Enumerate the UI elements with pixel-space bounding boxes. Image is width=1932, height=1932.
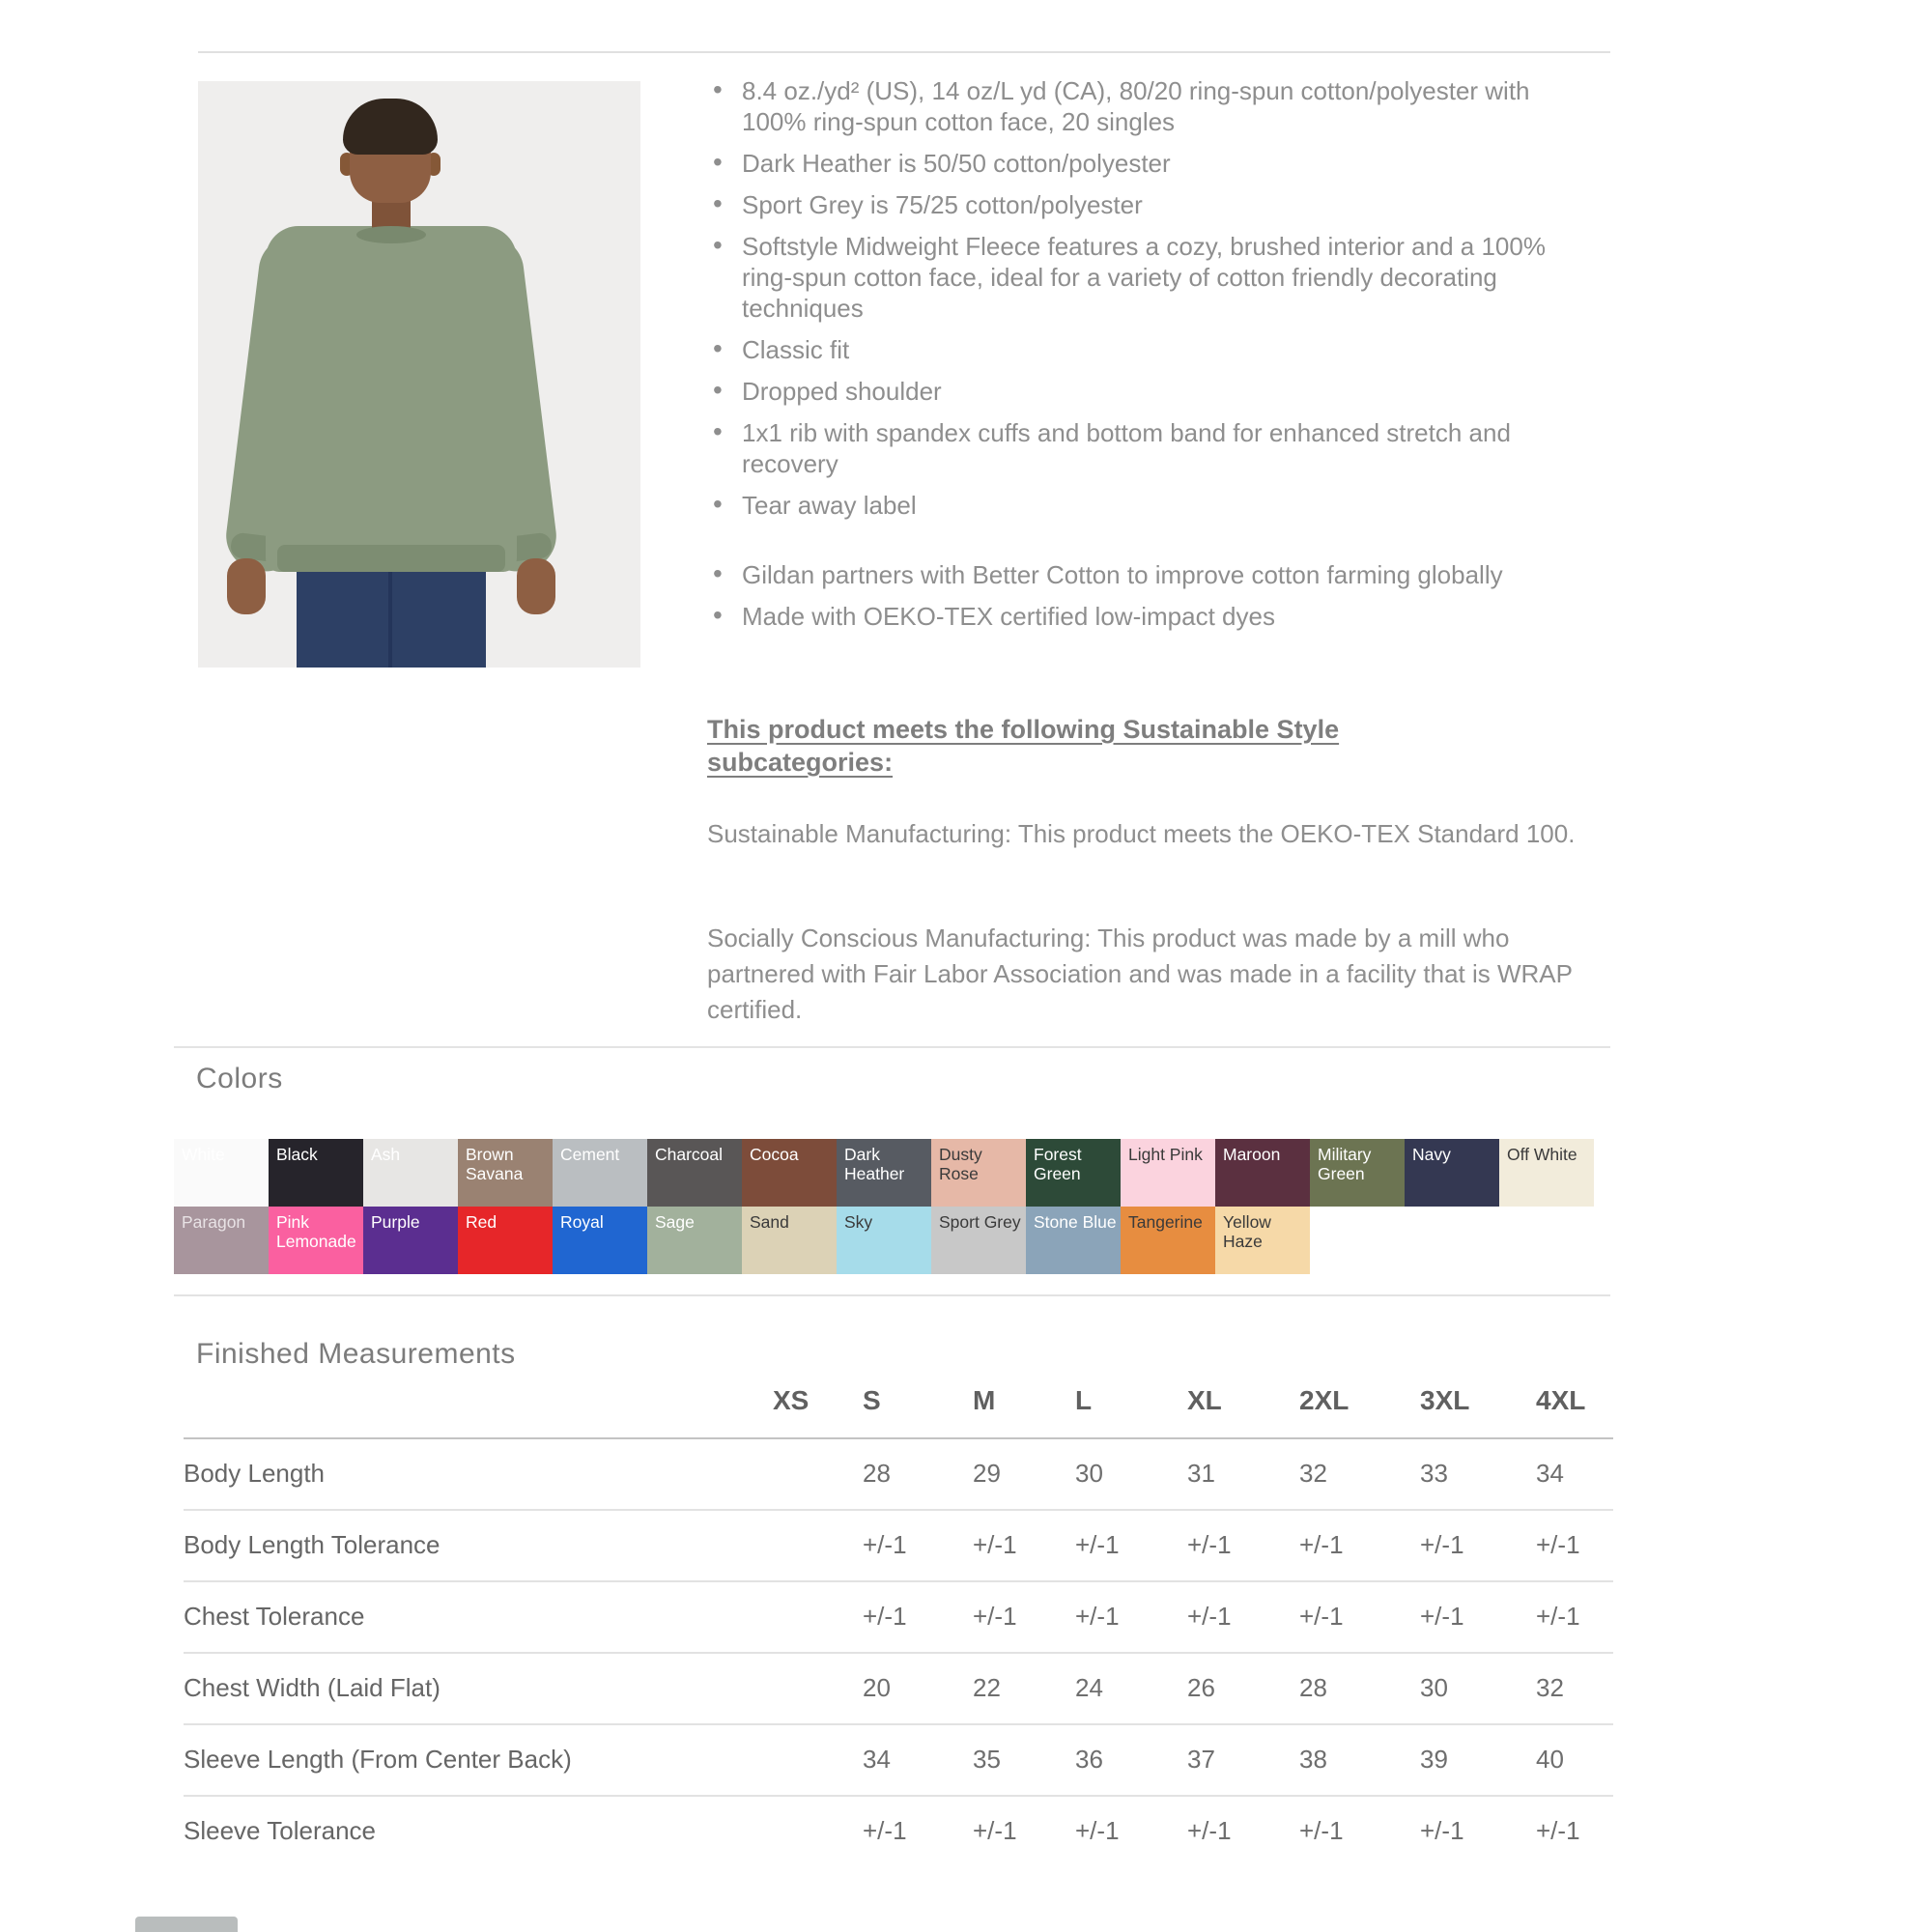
measurement-value: +/-1 [1536,1581,1613,1653]
measurement-value [773,1510,863,1581]
measurement-value: +/-1 [973,1816,1017,1845]
measurement-label: Body Length [184,1438,773,1510]
measurement-value: 36 [1075,1724,1187,1796]
measurement-value: +/-1 [1536,1816,1580,1845]
measurement-value: 38 [1299,1724,1420,1796]
measurement-value: +/-1 [973,1581,1075,1653]
feature-item: • Sport Grey is 75/25 cotton/polyester [707,189,1581,220]
color-swatch-maroon[interactable]: Maroon [1215,1139,1310,1207]
measurement-value: +/-1 [1299,1510,1420,1581]
color-swatch-royal[interactable]: Royal [553,1207,647,1274]
measurement-value: +/-1 [863,1581,973,1653]
measurement-row-body-length [184,1438,1613,1510]
color-swatch-purple[interactable]: Purple [363,1207,458,1274]
feature-item: • Dark Heather is 50/50 cotton/polyester [707,148,1581,179]
measurement-value: +/-1 [1187,1816,1232,1845]
measurement-value: +/-1 [1075,1510,1187,1581]
color-swatch-white[interactable]: White [174,1139,269,1207]
measurement-label: Chest Width (Laid Flat) [184,1653,773,1724]
color-swatch-dark-heather[interactable]: Dark Heather [837,1139,931,1207]
eco-feature-item: • Gildan partners with Better Cotton to improve cotton farming globally [707,559,1581,590]
measurement-value [773,1438,863,1510]
model-hair [343,99,438,155]
color-swatch-off-white[interactable]: Off White [1499,1139,1594,1207]
feature-item: • 1x1 rib with spandex cuffs and bottom band for enhanced stretch and recovery [707,417,1581,479]
measurement-value [773,1724,863,1796]
socially-conscious-manufacturing-text: Socially Conscious Manufacturing: This product was made by a mill who partnered with Fair Labor Association and was made in a facility that is WRAP certified. [707,923,1573,1024]
measurement-value: 20 [863,1653,973,1724]
measurement-value: +/-1 [1187,1581,1299,1653]
measurement-value: 32 [1299,1438,1420,1510]
measurement-value: 22 [973,1653,1075,1724]
color-swatch-ash[interactable]: Ash [363,1139,458,1207]
color-swatch-sky[interactable]: Sky [837,1207,931,1274]
size-column-header-2xl: 2XL [1299,1379,1420,1438]
measurements-section-title: Finished Measurements [196,1338,516,1370]
color-swatch-yellow-haze[interactable]: Yellow Haze [1215,1207,1310,1274]
color-swatch-pink-lemonade[interactable]: Pink Lemonade [269,1207,363,1274]
measurement-value: 24 [1075,1653,1187,1724]
color-swatch-light-pink[interactable]: Light Pink [1121,1139,1215,1207]
measurement-value: +/-1 [1420,1510,1536,1581]
measurement-value: +/-1 [1187,1510,1299,1581]
measurement-value: 39 [1420,1724,1536,1796]
sweatshirt-torso [266,226,517,572]
size-column-header-m: M [973,1379,1075,1438]
measurements-section-divider [174,1294,1610,1296]
measurement-row-chest-tolerance [184,1581,1613,1653]
measurement-value: 28 [1299,1653,1420,1724]
size-column-header-xs: XS [773,1379,863,1438]
measurement-row-sleeve-length-from-center-back- [184,1724,1613,1796]
measurement-value: +/-1 [1075,1581,1187,1653]
measurement-value: 30 [1075,1438,1187,1510]
color-swatch-grid [174,1139,1594,1274]
feature-item: • Dropped shoulder [707,376,1581,407]
measurement-value: +/-1 [863,1510,973,1581]
sweatshirt-collar [356,226,426,243]
swatch-row-1 [174,1139,1594,1207]
top-divider [198,51,1610,53]
measurement-row-chest-width-laid-flat- [184,1653,1613,1724]
sustainable-style-heading: This product meets the following Sustainable Style subcategories: [707,715,1340,777]
size-column-header-l: L [1075,1379,1187,1438]
measurement-value: 33 [1420,1438,1536,1510]
sustainable-manufacturing-text: Sustainable Manufacturing: This product meets the OEKO-TEX Standard 100. [707,819,1576,848]
color-swatch-brown-savana[interactable]: Brown Savana [458,1139,553,1207]
measurement-value: 34 [863,1724,973,1796]
color-swatch-stone-blue[interactable]: Stone Blue [1026,1207,1121,1274]
measurements-label-column-header [184,1379,773,1438]
left-hand [227,558,266,614]
colors-section-divider [174,1046,1610,1048]
measurement-value: 35 [973,1724,1075,1796]
measurement-label: Sleeve Tolerance [184,1816,376,1845]
measurement-row-body-length-tolerance [184,1510,1613,1581]
size-column-header-4xl: 4XL [1536,1379,1613,1438]
color-swatch-military-green[interactable]: Military Green [1310,1139,1405,1207]
color-swatch-paragon[interactable]: Paragon [174,1207,269,1274]
measurement-label: Sleeve Length (From Center Back) [184,1724,773,1796]
measurement-value: +/-1 [1536,1510,1613,1581]
size-column-header-xl: XL [1187,1379,1299,1438]
product-image[interactable] [198,81,640,668]
measurement-value: 26 [1187,1653,1299,1724]
measurement-value: 32 [1536,1653,1613,1724]
jeans-seam [388,570,392,668]
measurement-value: +/-1 [973,1510,1075,1581]
color-swatch-cement[interactable]: Cement [553,1139,647,1207]
measurement-value [773,1653,863,1724]
measurement-row-sleeve-tolerance [184,1796,1613,1866]
colors-section-title: Colors [196,1063,283,1094]
color-swatch-black[interactable]: Black [269,1139,363,1207]
color-swatch-sand[interactable]: Sand [742,1207,837,1274]
measurement-label: Chest Tolerance [184,1581,773,1653]
feature-item: • Classic fit [707,334,1581,365]
measurement-value: +/-1 [1299,1581,1420,1653]
partial-bottom-element[interactable] [135,1917,238,1932]
sweatshirt-hem [277,545,505,572]
color-swatch-sport-grey[interactable]: Sport Grey [931,1207,1026,1274]
measurement-value: +/-1 [863,1816,907,1845]
measurement-value: 28 [863,1438,973,1510]
color-swatch-red[interactable]: Red [458,1207,553,1274]
eco-feature-item: • Made with OEKO-TEX certified low-impact dyes [707,601,1581,632]
measurement-value [773,1796,863,1866]
measurement-value: 40 [1536,1724,1613,1796]
color-swatch-sage[interactable]: Sage [647,1207,742,1274]
feature-section [707,75,1581,642]
color-swatch-tangerine[interactable]: Tangerine [1121,1207,1215,1274]
size-column-header-s: S [863,1379,973,1438]
measurement-value [773,1581,863,1653]
eco-feature-list [707,559,1581,632]
color-swatch-navy[interactable]: Navy [1405,1139,1499,1207]
measurement-value: 31 [1187,1438,1299,1510]
color-swatch-cocoa[interactable]: Cocoa [742,1139,837,1207]
measurement-value: +/-1 [1075,1816,1120,1845]
right-hand [517,558,555,614]
measurement-value: 30 [1420,1653,1536,1724]
measurement-value: +/-1 [1420,1816,1464,1845]
measurement-value: +/-1 [1420,1581,1536,1653]
measurement-value: 37 [1187,1724,1299,1796]
size-column-header-3xl: 3XL [1420,1379,1536,1438]
swatch-row-2 [174,1207,1594,1274]
color-swatch-charcoal[interactable]: Charcoal [647,1139,742,1207]
feature-list [707,75,1581,521]
feature-item: • 8.4 oz./yd² (US), 14 oz/L yd (CA), 80/20 ring-spun cotton/polyester with 100% ring-spun cotton face, 20 singles [707,75,1581,137]
measurements-table [184,1379,1613,1866]
measurement-value: +/-1 [1299,1816,1344,1845]
measurement-value: 34 [1536,1438,1613,1510]
color-swatch-forest-green[interactable]: Forest Green [1026,1139,1121,1207]
color-swatch-dusty-rose[interactable]: Dusty Rose [931,1139,1026,1207]
measurement-label: Body Length Tolerance [184,1510,773,1581]
feature-item: • Softstyle Midweight Fleece features a cozy, brushed interior and a 100% ring-spun cotton face, ideal for a variety of cotton friendly decorating techniques [707,231,1581,324]
measurement-value: 29 [973,1438,1075,1510]
feature-item: • Tear away label [707,490,1581,521]
